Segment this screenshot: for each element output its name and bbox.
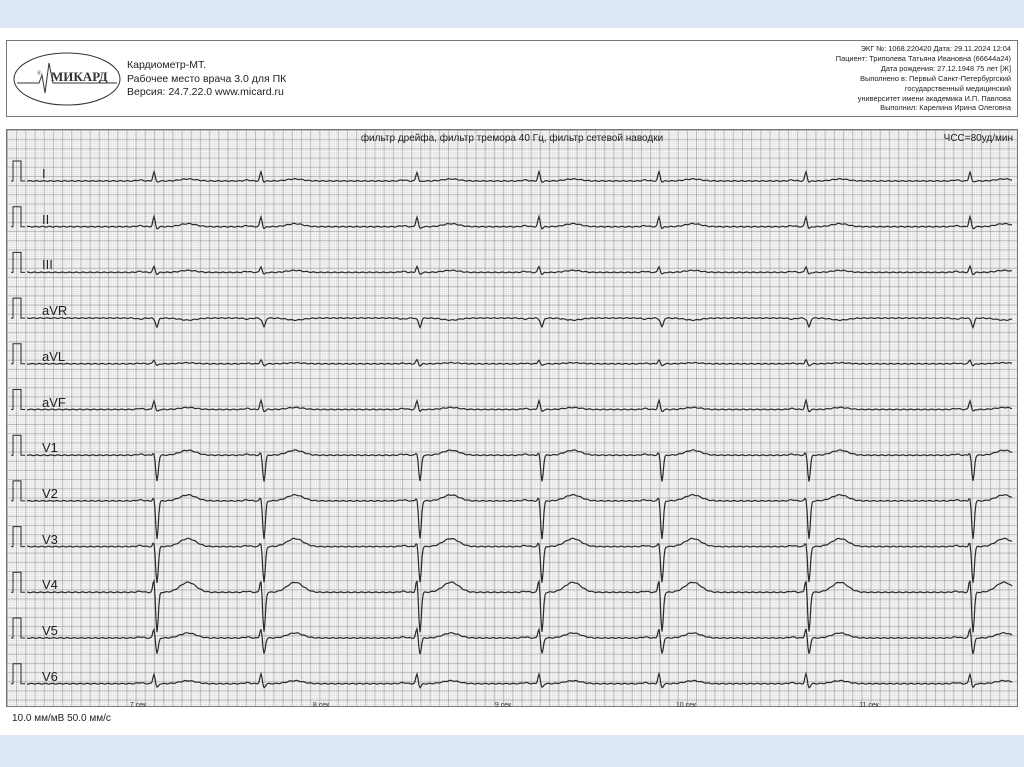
report-header (6, 40, 1018, 117)
app-info (127, 59, 286, 100)
lead-label-v4: V4 (42, 577, 58, 593)
lead-label-v2: V2 (42, 485, 58, 501)
app-workstation: Рабочее место врача 3.0 для ПК (127, 72, 287, 85)
lead-trace-i (27, 172, 1012, 183)
performed-at-2: государственный медицинский (904, 83, 1011, 93)
exam-number-date: ЭКГ №: 1068.220420 Дата: 29.11.2024 12:04 (860, 44, 1011, 53)
calibration-pulse (11, 298, 25, 318)
time-label: 8 сек (312, 702, 330, 709)
calibration-pulse (11, 435, 25, 455)
lead-label-v5: V5 (42, 623, 58, 638)
calibration-pulse (11, 161, 25, 181)
lead-trace-ii (27, 216, 1012, 228)
app-version: Версия: 24.7.22.0 www.micard.ru (127, 86, 284, 98)
lead-label-i: I (42, 166, 46, 181)
lead-label-avl: aVL (42, 348, 66, 364)
patient-name: Пациент: Триполева Татьяна Ивановна (66644a24) (835, 53, 1011, 63)
performed-at-1: Выполнено в: Первый Санкт-Петербургский (860, 73, 1011, 83)
lead-trace-v6 (27, 674, 1012, 688)
lead-trace-avl (27, 360, 1012, 367)
calibration-pulse (11, 572, 25, 592)
calibration-pulse (11, 481, 25, 501)
calibration-pulse (11, 252, 25, 272)
scale-text: 10.0 мм/мВ 50.0 мм/с (12, 713, 111, 724)
svg-text:®: ® (37, 71, 42, 77)
ecg-grid (6, 129, 1018, 707)
calibration-pulse (11, 664, 25, 684)
lead-trace-avr (27, 318, 1012, 328)
lead-trace-v1 (27, 450, 1012, 482)
lead-trace-v3 (27, 538, 1012, 583)
lead-trace-avf (27, 400, 1012, 411)
calibration-pulse (11, 344, 25, 364)
exam-info (836, 44, 1011, 113)
ecg-report-sheet (0, 28, 1024, 735)
lead-label-avf: aVF (42, 394, 66, 410)
heart-rate: ЧСС=80уд/мин (943, 133, 1013, 144)
calibration-pulse (11, 527, 25, 547)
calibration-pulse (11, 618, 25, 638)
lead-label-v6: V6 (42, 668, 58, 684)
time-label: 11 сек (859, 702, 879, 709)
micard-logo (11, 49, 123, 109)
time-label: 9 сек (494, 702, 512, 709)
patient-birthdate: Дата рождения: 27.12.1948 75 лет [Ж] (880, 63, 1011, 73)
lead-label-avr: aVR (42, 303, 68, 319)
lead-label-iii: III (42, 257, 53, 273)
calibration-pulse (11, 390, 25, 410)
lead-trace-iii (27, 266, 1012, 275)
app-name: Кардиометр-МТ. (127, 59, 207, 71)
performed-by: Выполнил: Карелина Ирина Олеговна (880, 103, 1011, 113)
filter-text: фильтр дрейфа, фильтр тремора 40 Гц, фильтр сетевой наводки (360, 133, 664, 144)
performed-at-3: университет имени академика И.П. Павлова (857, 93, 1011, 103)
lead-trace-v2 (27, 495, 1012, 540)
ecg-traces (7, 130, 1018, 707)
lead-trace-v5 (27, 629, 1012, 654)
calibration-pulse (11, 207, 25, 227)
lead-label-ii: II (42, 211, 50, 227)
time-label: 10 сек (675, 702, 697, 709)
lead-label-v3: V3 (42, 531, 58, 547)
logo-text: МИКАРД (51, 69, 108, 84)
lead-label-v1: V1 (42, 440, 58, 456)
lead-trace-v4 (27, 581, 1012, 633)
time-label: 7 сек (129, 702, 147, 709)
